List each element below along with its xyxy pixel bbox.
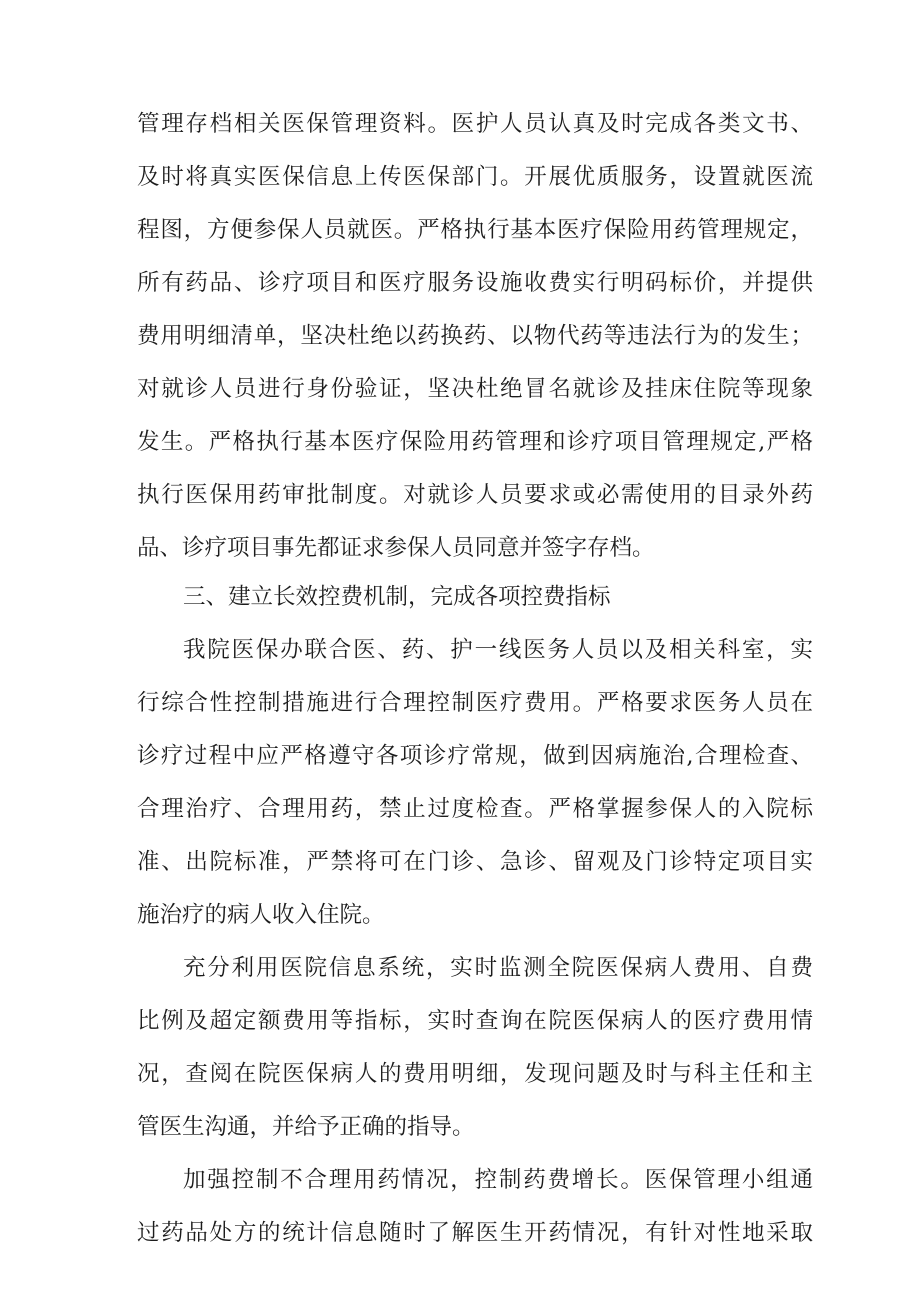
text-line: 行综合性控制措施进行合理控制医疗费用。严格要求医务人员在	[137, 690, 813, 716]
text-line: 合理治疗、合理用药，禁止过度检查。严格掌握参保人的入院标	[137, 796, 813, 822]
text-line: 对就诊人员进行身份验证，坚决杜绝冒名就诊及挂床住院等现象	[137, 376, 813, 402]
paragraph-last-line: 施治疗的病人收入住院。	[137, 902, 385, 928]
paragraph-first-line: 充分利用医院信息系统，实时监测全院医保病人费用、自费	[183, 955, 813, 981]
text-line: 过药品处方的统计信息随时了解医生开药情况，有针对性地采取	[137, 1220, 813, 1246]
text-line: 管理存档相关医保管理资料。医护人员认真及时完成各类文书、	[137, 111, 813, 137]
paragraph-last-line: 管医生沟通，并给予正确的指导。	[137, 1114, 475, 1140]
section-heading: 三、建立长效控费机制，完成各项控费指标	[183, 584, 611, 610]
text-line: 费用明细清单，坚决杜绝以药换药、以物代药等违法行为的发生；	[137, 323, 813, 349]
paragraph-first-line: 我院医保办联合医、药、护一线医务人员以及相关科室，实	[183, 637, 813, 663]
paragraph-last-line: 品、诊疗项目事先都证求参保人员同意并签字存档。	[137, 535, 655, 561]
text-line: 比例及超定额费用等指标，实时查询在院医保病人的医疗费用情	[137, 1008, 813, 1034]
text-line: 执行医保用药审批制度。对就诊人员要求或必需使用的目录外药	[137, 482, 813, 508]
text-line: 况，查阅在院医保病人的费用明细，发现问题及时与科主任和主	[137, 1061, 813, 1087]
paragraph-first-line: 加强控制不合理用药情况，控制药费增长。医保管理小组通	[183, 1167, 813, 1193]
text-line: 准、出院标准，严禁将可在门诊、急诊、留观及门诊特定项目实	[137, 849, 813, 875]
text-line: 诊疗过程中应严格遵守各项诊疗常规，做到因病施治,合理检查、	[137, 743, 813, 769]
text-line: 及时将真实医保信息上传医保部门。开展优质服务，设置就医流	[137, 164, 813, 190]
text-line: 发生。严格执行基本医疗保险用药管理和诊疗项目管理规定,严格	[137, 429, 813, 455]
text-line: 所有药品、诊疗项目和医疗服务设施收费实行明码标价，并提供	[137, 270, 813, 296]
text-line: 程图，方便参保人员就医。严格执行基本医疗保险用药管理规定，	[137, 217, 813, 243]
